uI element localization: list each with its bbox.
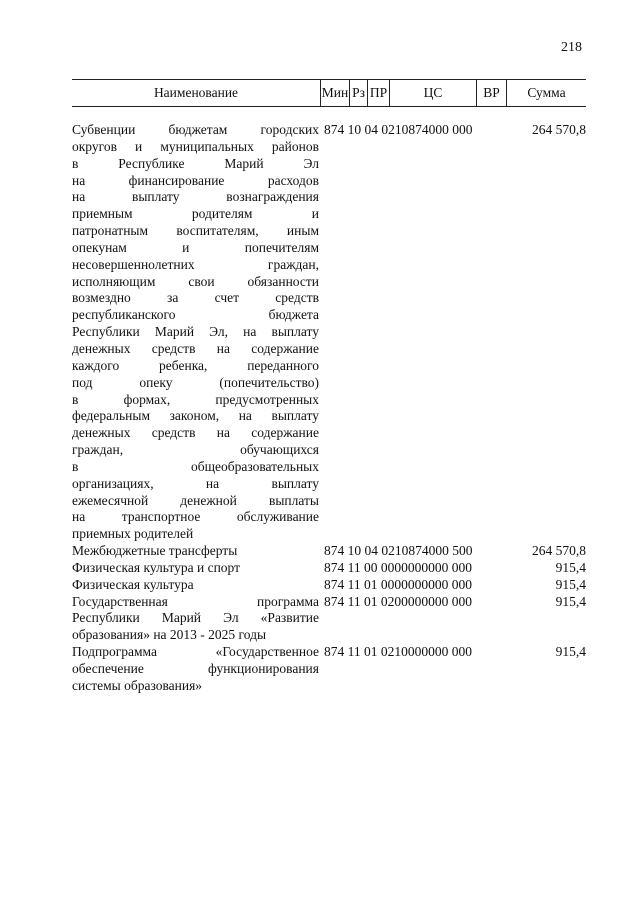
row-name-line: патронатным воспитателям, иным xyxy=(72,223,319,239)
row-codes: 874 11 01 0000000000 000 xyxy=(324,576,472,592)
table-row xyxy=(72,577,586,594)
row-name-line: на финансирование расходов xyxy=(72,172,319,188)
row-name-line: округов и муниципальных районов xyxy=(72,138,319,154)
row-name-line: в Республике Марий Эл xyxy=(72,155,319,171)
table-header xyxy=(72,79,586,107)
row-codes: 874 11 01 0200000000 000 xyxy=(324,593,472,609)
row-sum: 264 570,8 xyxy=(532,543,586,559)
row-name-line: возмездно за счет средств xyxy=(72,290,319,306)
row-name-line: Республики Марий Эл «Развитие xyxy=(72,610,319,626)
row-name xyxy=(72,644,319,695)
row-name-line: ежемесячной денежной выплаты xyxy=(72,492,319,508)
row-name-line: несовершеннолетних граждан, xyxy=(72,256,319,272)
row-name-line: под опеку (попечительство) xyxy=(72,374,319,390)
row-name-line: каждого ребенка, переданного xyxy=(72,357,319,373)
row-name xyxy=(72,560,319,577)
row-codes: 874 10 04 0210874000 000 xyxy=(324,122,473,137)
table-row xyxy=(72,122,586,543)
table-row xyxy=(72,560,586,577)
row-name xyxy=(72,594,319,645)
header-name: Наименование xyxy=(153,85,239,100)
row-sum: 915,4 xyxy=(555,576,586,592)
row-name-line: организациях, на выплату xyxy=(72,475,319,491)
table-row xyxy=(72,543,586,560)
row-name-line: федеральным законом, на выплату xyxy=(72,408,319,424)
row-name-line: Межбюджетные трансферты xyxy=(72,543,238,559)
header-cs: ЦС xyxy=(389,80,476,106)
header-pr: ПР xyxy=(367,80,389,106)
row-name-line: приемных родителей xyxy=(72,526,194,542)
row-name-line: Физическая культура и спорт xyxy=(72,559,241,575)
row-name-line: Субвенции бюджетам городских xyxy=(72,122,319,137)
row-name xyxy=(72,577,319,594)
header-rz: Рз xyxy=(349,80,367,106)
row-name-line: Подпрограмма «Государственное xyxy=(72,644,319,660)
row-name xyxy=(72,122,319,543)
row-name-line: граждан, обучающихся xyxy=(72,442,319,458)
row-name-line: денежных средств на содержание xyxy=(72,340,319,356)
row-name-line: республиканского бюджета xyxy=(72,307,319,323)
row-name-line: исполняющим свои обязанности xyxy=(72,273,319,289)
row-codes: 874 11 00 0000000000 000 xyxy=(324,559,472,575)
table-body xyxy=(72,122,586,695)
header-min: Мин xyxy=(320,80,349,106)
row-sum: 264 570,8 xyxy=(532,122,586,137)
row-sum: 915,4 xyxy=(555,559,586,575)
page-number: 218 xyxy=(561,40,582,55)
row-name-line: образования» на 2013 - 2025 годы xyxy=(72,627,267,643)
row-name-line: системы образования» xyxy=(72,677,203,693)
row-codes: 874 10 04 0210874000 500 xyxy=(324,543,473,559)
row-name-line: на транспортное обслуживание xyxy=(72,509,319,525)
table-row xyxy=(72,594,586,645)
header-sum: Сумма xyxy=(506,80,586,106)
row-name xyxy=(72,543,319,560)
row-name-line: денежных средств на содержание xyxy=(72,425,319,441)
table-row xyxy=(72,644,586,695)
row-sum: 915,4 xyxy=(555,593,586,609)
row-name-line: в общеобразовательных xyxy=(72,458,319,474)
row-name-line: Физическая культура xyxy=(72,576,194,592)
row-name-line: на выплату вознаграждения xyxy=(72,189,319,205)
row-name-line: опекунам и попечителям xyxy=(72,239,319,255)
row-name-line: Государственная программа xyxy=(72,593,319,609)
header-vr: ВР xyxy=(476,80,506,106)
row-name-line: приемным родителям и xyxy=(72,206,319,222)
row-name-line: Республики Марий Эл, на выплату xyxy=(72,324,319,340)
row-name-line: в формах, предусмотренных xyxy=(72,391,319,407)
row-name-line: обеспечение функционирования xyxy=(72,661,319,676)
row-sum: 915,4 xyxy=(555,644,586,660)
row-codes: 874 11 01 0210000000 000 xyxy=(324,644,472,660)
